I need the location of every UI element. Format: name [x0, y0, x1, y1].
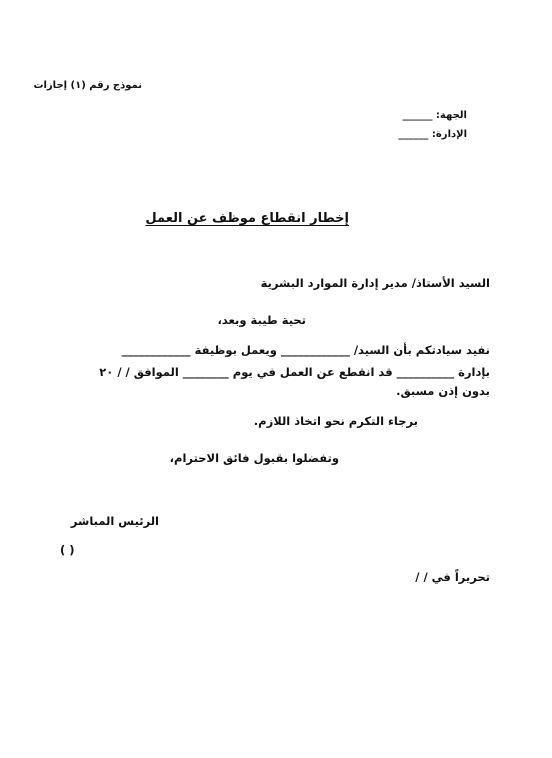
body-line-3: بدون إذن مسبق.	[396, 384, 490, 398]
greeting: تحية طيبة وبعد،	[217, 313, 306, 327]
document-title: إخطار انقطاع موظف عن العمل	[145, 211, 349, 226]
body-line-1: نفيد سيادتكم بأن السيد/ ____________ ويعمل بوظيفة ____________	[121, 343, 490, 357]
form-number: نموذج رقم (١) إجازات	[33, 80, 142, 91]
request-line: برجاء التكرم نحو اتخاذ اللازم.	[253, 414, 418, 428]
signature-title: الرئيس المباشر	[70, 514, 159, 528]
addressee: السيد الأستاذ/ مدير إدارة الموارد البشرية	[260, 276, 490, 290]
department-line: الإدارة: ______	[398, 129, 467, 140]
entity-line: الجهة: ______	[402, 110, 467, 121]
signature-parentheses: ( )	[60, 543, 75, 557]
dated-line: تحريراً في / /	[415, 570, 490, 584]
body-line-2: بإدارة __________ قد انقطع عن العمل في يوم ________ الموافق / / ٢٠	[99, 365, 490, 379]
closing-line: وتفضلوا بقبول فائق الاحترام،	[169, 451, 339, 465]
